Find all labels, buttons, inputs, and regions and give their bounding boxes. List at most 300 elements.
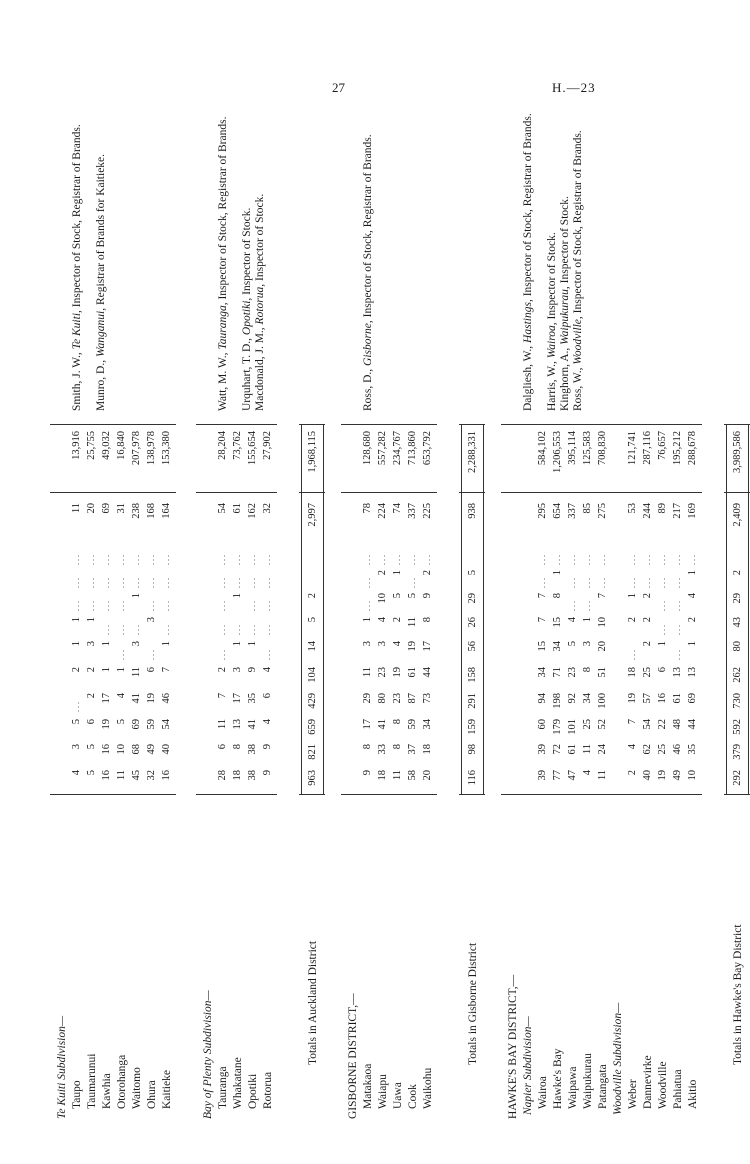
cell-value: 71 bbox=[552, 667, 563, 678]
cell-value: 395,114 bbox=[567, 431, 578, 465]
registrar-role: , Inspector of Stock. bbox=[559, 196, 571, 290]
cell-value: 34 bbox=[537, 667, 548, 678]
column-rule bbox=[299, 794, 325, 795]
cell-value: 39 bbox=[537, 744, 548, 755]
empty-cell-dots: ... bbox=[233, 553, 242, 565]
cell-value: 46 bbox=[161, 693, 172, 704]
empty-cell-dots: ... bbox=[162, 623, 171, 635]
cell-value: 9 bbox=[262, 744, 273, 750]
row-name: Kawhia bbox=[101, 1073, 113, 1109]
cell-value: 2 bbox=[392, 617, 403, 623]
total-rule bbox=[461, 425, 462, 795]
empty-cell-dots: ... bbox=[117, 648, 126, 660]
column-rule bbox=[724, 794, 750, 795]
row-name: Waiapu bbox=[377, 1074, 389, 1109]
cell-value: 429 bbox=[307, 693, 318, 709]
empty-cell-dots: ... bbox=[102, 576, 111, 588]
cell-value: 116 bbox=[467, 770, 478, 786]
cell-value: 557,282 bbox=[377, 431, 388, 466]
cell-value: 18 bbox=[627, 667, 638, 678]
row-name: Ohura bbox=[146, 1080, 158, 1109]
cell-value: 54 bbox=[642, 719, 653, 730]
cell-value: 1 bbox=[392, 570, 403, 576]
cell-value: 29 bbox=[732, 593, 743, 604]
cell-value: 61 bbox=[672, 693, 683, 704]
cell-value: 17 bbox=[232, 693, 243, 704]
cell-value: 1 bbox=[161, 641, 172, 647]
cell-value: 58 bbox=[407, 770, 418, 781]
cell-value: 2 bbox=[86, 693, 97, 699]
cell-value: 11 bbox=[392, 770, 403, 781]
section-heading: Te Kuiti Subdivision— bbox=[56, 1015, 68, 1119]
cell-value: 155,654 bbox=[247, 431, 258, 466]
registrar-entry bbox=[559, 111, 571, 411]
registrar-entry bbox=[254, 111, 266, 411]
registrar-place: Waipukurau bbox=[559, 289, 571, 345]
registrar-role: , Registrar of Brands for Kaitieke. bbox=[95, 153, 107, 311]
cell-value: 33 bbox=[377, 744, 388, 755]
empty-cell-dots: ... bbox=[147, 576, 156, 588]
empty-cell-dots: ... bbox=[658, 623, 667, 635]
cell-value: 13 bbox=[232, 719, 243, 730]
row-name: Tauranga bbox=[217, 1066, 229, 1109]
registrar-role: , Inspector of Stock, Registrar of Brands. bbox=[522, 113, 534, 303]
cell-value: 1 bbox=[116, 667, 127, 673]
cell-value: 5 bbox=[392, 593, 403, 599]
cell-value: 69 bbox=[131, 719, 142, 730]
empty-cell-dots: ... bbox=[248, 623, 257, 635]
empty-cell-dots: ... bbox=[72, 553, 81, 565]
cell-value: 2 bbox=[627, 617, 638, 623]
cell-value: 2 bbox=[642, 641, 653, 647]
registrar-place: Opotiki bbox=[241, 300, 253, 336]
cell-value: 17 bbox=[422, 641, 433, 652]
cell-value: 61 bbox=[567, 744, 578, 755]
cell-value: 26 bbox=[467, 617, 478, 628]
cell-value: 5 bbox=[71, 719, 82, 725]
empty-cell-dots: ... bbox=[263, 648, 272, 660]
cell-value: 6 bbox=[86, 719, 97, 725]
empty-cell-dots: ... bbox=[117, 576, 126, 588]
empty-cell-dots: ... bbox=[263, 576, 272, 588]
column-rule bbox=[196, 492, 277, 493]
cell-value: 5 bbox=[86, 770, 97, 776]
row-name: Taupo bbox=[71, 1080, 83, 1109]
cell-value: 4 bbox=[582, 770, 593, 776]
cell-value: 11 bbox=[582, 744, 593, 755]
cell-value: 11 bbox=[71, 503, 82, 514]
column-rule bbox=[299, 492, 325, 493]
cell-value: 27,902 bbox=[262, 431, 273, 460]
cell-value: 584,102 bbox=[537, 431, 548, 466]
cell-value: 291 bbox=[467, 693, 478, 709]
cell-value: 24 bbox=[597, 744, 608, 755]
cell-value: 74 bbox=[392, 503, 403, 514]
cell-value: 61 bbox=[232, 503, 243, 514]
row-name: Weber bbox=[627, 1079, 639, 1109]
empty-cell-dots: ... bbox=[598, 553, 607, 565]
section-heading: HAWKE'S BAY DISTRICT,— bbox=[507, 974, 519, 1119]
cell-value: 19 bbox=[101, 719, 112, 730]
column-rule bbox=[341, 424, 437, 425]
cell-value: 20 bbox=[86, 503, 97, 514]
empty-cell-dots: ... bbox=[658, 599, 667, 611]
cell-value: 23 bbox=[567, 667, 578, 678]
empty-cell-dots: ... bbox=[628, 553, 637, 565]
cell-value: 80 bbox=[377, 693, 388, 704]
cell-value: 337 bbox=[567, 503, 578, 519]
empty-cell-dots: ... bbox=[218, 553, 227, 565]
cell-value: 9 bbox=[262, 770, 273, 776]
rotated-stock-table bbox=[48, 110, 744, 1125]
cell-value: 13 bbox=[687, 667, 698, 678]
column-rule bbox=[501, 492, 702, 493]
cell-value: 3 bbox=[146, 617, 157, 623]
empty-cell-dots: ... bbox=[87, 553, 96, 565]
registrar-role: , Inspector of Stock, Registrar of Brands. bbox=[71, 124, 83, 313]
column-rule bbox=[50, 492, 176, 493]
column-rule bbox=[724, 424, 750, 425]
cell-value: 34 bbox=[422, 719, 433, 730]
cell-value: 29 bbox=[467, 593, 478, 604]
cell-value: 2 bbox=[217, 667, 228, 673]
empty-cell-dots: ... bbox=[423, 553, 432, 565]
cell-value: 16 bbox=[657, 693, 668, 704]
cell-value: 654 bbox=[552, 503, 563, 519]
cell-value: 76,657 bbox=[657, 431, 668, 460]
cell-value: 13,916 bbox=[71, 431, 82, 460]
cell-value: 46 bbox=[672, 744, 683, 755]
cell-value: 8 bbox=[582, 667, 593, 673]
cell-value: 54 bbox=[217, 503, 228, 514]
cell-value: 48 bbox=[672, 719, 683, 730]
empty-cell-dots: ... bbox=[658, 576, 667, 588]
cell-value: 168 bbox=[146, 503, 157, 519]
registrar-place: Te Kuiti bbox=[71, 312, 83, 350]
cell-value: 963 bbox=[307, 770, 318, 786]
cell-value: 1 bbox=[362, 617, 373, 623]
cell-value: 9 bbox=[362, 770, 373, 776]
registrar-name: Ross, D., bbox=[362, 365, 374, 411]
cell-value: 41 bbox=[131, 693, 142, 704]
column-rule bbox=[341, 492, 437, 493]
cell-value: 217 bbox=[672, 503, 683, 519]
column-rule bbox=[50, 424, 176, 425]
cell-value: 1 bbox=[582, 617, 593, 623]
cell-value: 28 bbox=[217, 770, 228, 781]
row-name: Dannevirke bbox=[642, 1055, 654, 1109]
cell-value: 1 bbox=[232, 593, 243, 599]
cell-value: 1 bbox=[687, 641, 698, 647]
cell-value: 35 bbox=[247, 693, 258, 704]
empty-cell-dots: ... bbox=[117, 623, 126, 635]
cell-value: 25 bbox=[642, 667, 653, 678]
empty-cell-dots: ... bbox=[218, 623, 227, 635]
empty-cell-dots: ... bbox=[117, 553, 126, 565]
cell-value: 16 bbox=[101, 770, 112, 781]
cell-value: 295 bbox=[537, 503, 548, 519]
cell-value: 34 bbox=[582, 693, 593, 704]
cell-value: 25 bbox=[582, 719, 593, 730]
cell-value: 238 bbox=[131, 503, 142, 519]
registrar-entry bbox=[522, 111, 534, 411]
registrar-role: , Inspector of Stock, Registrar of Brands. bbox=[217, 116, 229, 306]
empty-cell-dots: ... bbox=[673, 576, 682, 588]
cell-value: 121,741 bbox=[627, 431, 638, 466]
cell-value: 73 bbox=[422, 693, 433, 704]
cell-value: 45 bbox=[131, 770, 142, 781]
cell-value: 20 bbox=[422, 770, 433, 781]
empty-cell-dots: ... bbox=[147, 599, 156, 611]
cell-value: 5 bbox=[307, 617, 318, 623]
empty-cell-dots: ... bbox=[363, 599, 372, 611]
cell-value: 6 bbox=[146, 667, 157, 673]
cell-value: 41 bbox=[377, 719, 388, 730]
cell-value: 40 bbox=[642, 770, 653, 781]
cell-value: 101 bbox=[567, 719, 578, 735]
row-name: Wairoa bbox=[537, 1076, 549, 1109]
cell-value: 292 bbox=[732, 770, 743, 786]
cell-value: 16,840 bbox=[116, 431, 127, 460]
cell-value: 275 bbox=[597, 503, 608, 519]
cell-value: 13 bbox=[672, 667, 683, 678]
page-number: 27 bbox=[332, 80, 345, 95]
cell-value: 8 bbox=[232, 744, 243, 750]
cell-value: 4 bbox=[392, 641, 403, 647]
row-name: Kaitieke bbox=[161, 1070, 173, 1109]
cell-value: 4 bbox=[567, 617, 578, 623]
cell-value: 38 bbox=[247, 744, 258, 755]
registrar-place: Rotorua bbox=[254, 286, 266, 325]
cell-value: 60 bbox=[537, 719, 548, 730]
total-rule bbox=[726, 425, 727, 795]
row-name: Hawke's Bay bbox=[552, 1048, 564, 1109]
cell-value: 821 bbox=[307, 744, 318, 760]
cell-value: 49,032 bbox=[101, 431, 112, 460]
cell-value: 19 bbox=[392, 667, 403, 678]
empty-cell-dots: ... bbox=[162, 599, 171, 611]
empty-cell-dots: ... bbox=[87, 599, 96, 611]
cell-value: 29 bbox=[362, 693, 373, 704]
empty-cell-dots: ... bbox=[568, 553, 577, 565]
cell-value: 3 bbox=[131, 641, 142, 647]
empty-cell-dots: ... bbox=[538, 576, 547, 588]
registrar-entry bbox=[95, 111, 107, 411]
empty-cell-dots: ... bbox=[393, 553, 402, 565]
cell-value: 1 bbox=[71, 617, 82, 623]
cell-value: 288,678 bbox=[687, 431, 698, 466]
cell-value: 2,288,331 bbox=[467, 431, 478, 473]
cell-value: 1,206,553 bbox=[552, 431, 563, 473]
empty-cell-dots: ... bbox=[673, 599, 682, 611]
cell-value: 7 bbox=[161, 667, 172, 673]
cell-value: 11 bbox=[116, 770, 127, 781]
cell-value: 16 bbox=[101, 744, 112, 755]
registrar-name: Munro, D., bbox=[95, 357, 107, 411]
cell-value: 20 bbox=[597, 641, 608, 652]
cell-value: 11 bbox=[217, 719, 228, 730]
cell-value: 10 bbox=[377, 593, 388, 604]
cell-value: 17 bbox=[362, 719, 373, 730]
cell-value: 57 bbox=[642, 693, 653, 704]
cell-value: 8 bbox=[392, 719, 403, 725]
cell-value: 1 bbox=[247, 641, 258, 647]
cell-value: 2 bbox=[377, 570, 388, 576]
cell-value: 4 bbox=[262, 719, 273, 725]
section-heading: GISBORNE DISTRICT,— bbox=[347, 993, 359, 1119]
cell-value: 34 bbox=[552, 641, 563, 652]
cell-value: 40 bbox=[161, 744, 172, 755]
cell-value: 78 bbox=[362, 503, 373, 514]
cell-value: 35 bbox=[687, 744, 698, 755]
cell-value: 128,680 bbox=[362, 431, 373, 466]
cell-value: 44 bbox=[422, 667, 433, 678]
empty-cell-dots: ... bbox=[568, 599, 577, 611]
row-name: Waikohu bbox=[422, 1067, 434, 1109]
section-heading: Bay of Plenty Subdivision— bbox=[202, 990, 214, 1119]
cell-value: 18 bbox=[377, 770, 388, 781]
cell-value: 80 bbox=[732, 641, 743, 652]
total-rule bbox=[483, 425, 484, 795]
cell-value: 713,860 bbox=[407, 431, 418, 466]
cell-value: 17 bbox=[101, 693, 112, 704]
cell-value: 7 bbox=[537, 593, 548, 599]
cell-value: 1 bbox=[627, 593, 638, 599]
cell-value: 18 bbox=[232, 770, 243, 781]
cell-value: 62 bbox=[642, 744, 653, 755]
empty-cell-dots: ... bbox=[162, 553, 171, 565]
column-rule bbox=[501, 424, 702, 425]
cell-value: 19 bbox=[657, 770, 668, 781]
cell-value: 11 bbox=[597, 770, 608, 781]
cell-value: 4 bbox=[627, 744, 638, 750]
cell-value: 5 bbox=[407, 593, 418, 599]
cell-value: 158 bbox=[467, 667, 478, 683]
empty-cell-dots: ... bbox=[363, 553, 372, 565]
empty-cell-dots: ... bbox=[87, 576, 96, 588]
registrar-role: , Inspector of Stock, Registrar of Brands. bbox=[362, 134, 374, 324]
cell-value: 31 bbox=[116, 503, 127, 514]
total-rule bbox=[323, 425, 324, 795]
cell-value: 68 bbox=[131, 744, 142, 755]
registrar-role: , Inspector of Stock, Registrar of Brands. bbox=[572, 130, 584, 320]
cell-value: 4 bbox=[262, 667, 273, 673]
row-name: Whakatane bbox=[232, 1057, 244, 1109]
cell-value: 44 bbox=[687, 719, 698, 730]
cell-value: 98 bbox=[467, 744, 478, 755]
cell-value: 89 bbox=[657, 503, 668, 514]
empty-cell-dots: ... bbox=[583, 553, 592, 565]
cell-value: 659 bbox=[307, 719, 318, 735]
empty-cell-dots: ... bbox=[688, 553, 697, 565]
registrar-role: , Inspector of Stock. bbox=[241, 207, 253, 301]
cell-value: 2 bbox=[732, 570, 743, 576]
cell-value: 179 bbox=[552, 719, 563, 735]
empty-cell-dots: ... bbox=[218, 648, 227, 660]
empty-cell-dots: ... bbox=[132, 576, 141, 588]
cell-value: 653,792 bbox=[422, 431, 433, 466]
column-rule bbox=[724, 492, 750, 493]
empty-cell-dots: ... bbox=[132, 553, 141, 565]
registrar-name: Ross, W., bbox=[572, 364, 584, 411]
empty-cell-dots: ... bbox=[132, 623, 141, 635]
row-name: Uawa bbox=[392, 1082, 404, 1109]
column-rule bbox=[196, 794, 277, 795]
cell-value: 2 bbox=[627, 770, 638, 776]
cell-value: 6 bbox=[217, 744, 228, 750]
cell-value: 19 bbox=[146, 693, 157, 704]
empty-cell-dots: ... bbox=[218, 599, 227, 611]
cell-value: 138,978 bbox=[146, 431, 157, 466]
empty-cell-dots: ... bbox=[102, 553, 111, 565]
cell-value: 7 bbox=[217, 693, 228, 699]
cell-value: 6 bbox=[657, 667, 668, 673]
empty-cell-dots: ... bbox=[263, 599, 272, 611]
empty-cell-dots: ... bbox=[72, 576, 81, 588]
empty-cell-dots: ... bbox=[673, 553, 682, 565]
cell-value: 7 bbox=[537, 617, 548, 623]
empty-cell-dots: ... bbox=[673, 623, 682, 635]
empty-cell-dots: ... bbox=[72, 700, 81, 712]
cell-value: 54 bbox=[161, 719, 172, 730]
cell-value: 18 bbox=[422, 744, 433, 755]
empty-cell-dots: ... bbox=[72, 599, 81, 611]
cell-value: 10 bbox=[597, 617, 608, 628]
empty-cell-dots: ... bbox=[218, 576, 227, 588]
registrar-place: Tauranga bbox=[217, 305, 229, 350]
cell-value: 3 bbox=[232, 667, 243, 673]
empty-cell-dots: ... bbox=[102, 623, 111, 635]
cell-value: 262 bbox=[732, 667, 743, 683]
cell-value: 1 bbox=[657, 641, 668, 647]
empty-cell-dots: ... bbox=[233, 623, 242, 635]
cell-value: 195,212 bbox=[672, 431, 683, 466]
registrar-place: Hastings bbox=[522, 302, 534, 343]
cell-value: 25,755 bbox=[86, 431, 97, 460]
cell-value: 3 bbox=[86, 641, 97, 647]
cell-value: 9 bbox=[247, 667, 258, 673]
empty-cell-dots: ... bbox=[248, 599, 257, 611]
row-name: Taumarunui bbox=[86, 1053, 98, 1109]
cell-value: 92 bbox=[567, 693, 578, 704]
row-name: Waitomo bbox=[131, 1067, 143, 1109]
cell-value: 14 bbox=[307, 641, 318, 652]
cell-value: 5 bbox=[116, 719, 127, 725]
cell-value: 104 bbox=[307, 667, 318, 683]
column-rule bbox=[501, 794, 702, 795]
empty-cell-dots: ... bbox=[643, 576, 652, 588]
cell-value: 3 bbox=[71, 744, 82, 750]
empty-cell-dots: ... bbox=[628, 576, 637, 588]
cell-value: 7 bbox=[627, 719, 638, 725]
cell-value: 32 bbox=[146, 770, 157, 781]
row-name: Woodville bbox=[657, 1061, 669, 1109]
row-name: Totals in Hawke's Bay District bbox=[732, 924, 744, 1065]
cell-value: 207,978 bbox=[131, 431, 142, 466]
row-name: Cook bbox=[407, 1084, 419, 1109]
cell-value: 244 bbox=[642, 503, 653, 519]
registrar-name: Urquhart, T. D., bbox=[241, 335, 253, 411]
empty-cell-dots: ... bbox=[658, 553, 667, 565]
row-name: Waipawa bbox=[567, 1066, 579, 1109]
empty-cell-dots: ... bbox=[538, 553, 547, 565]
cell-value: 69 bbox=[687, 693, 698, 704]
cell-value: 162 bbox=[247, 503, 258, 519]
cell-value: 730 bbox=[732, 693, 743, 709]
empty-cell-dots: ... bbox=[598, 576, 607, 588]
row-name: Patangata bbox=[597, 1064, 609, 1109]
registrar-name: Harris, W., bbox=[546, 358, 558, 411]
